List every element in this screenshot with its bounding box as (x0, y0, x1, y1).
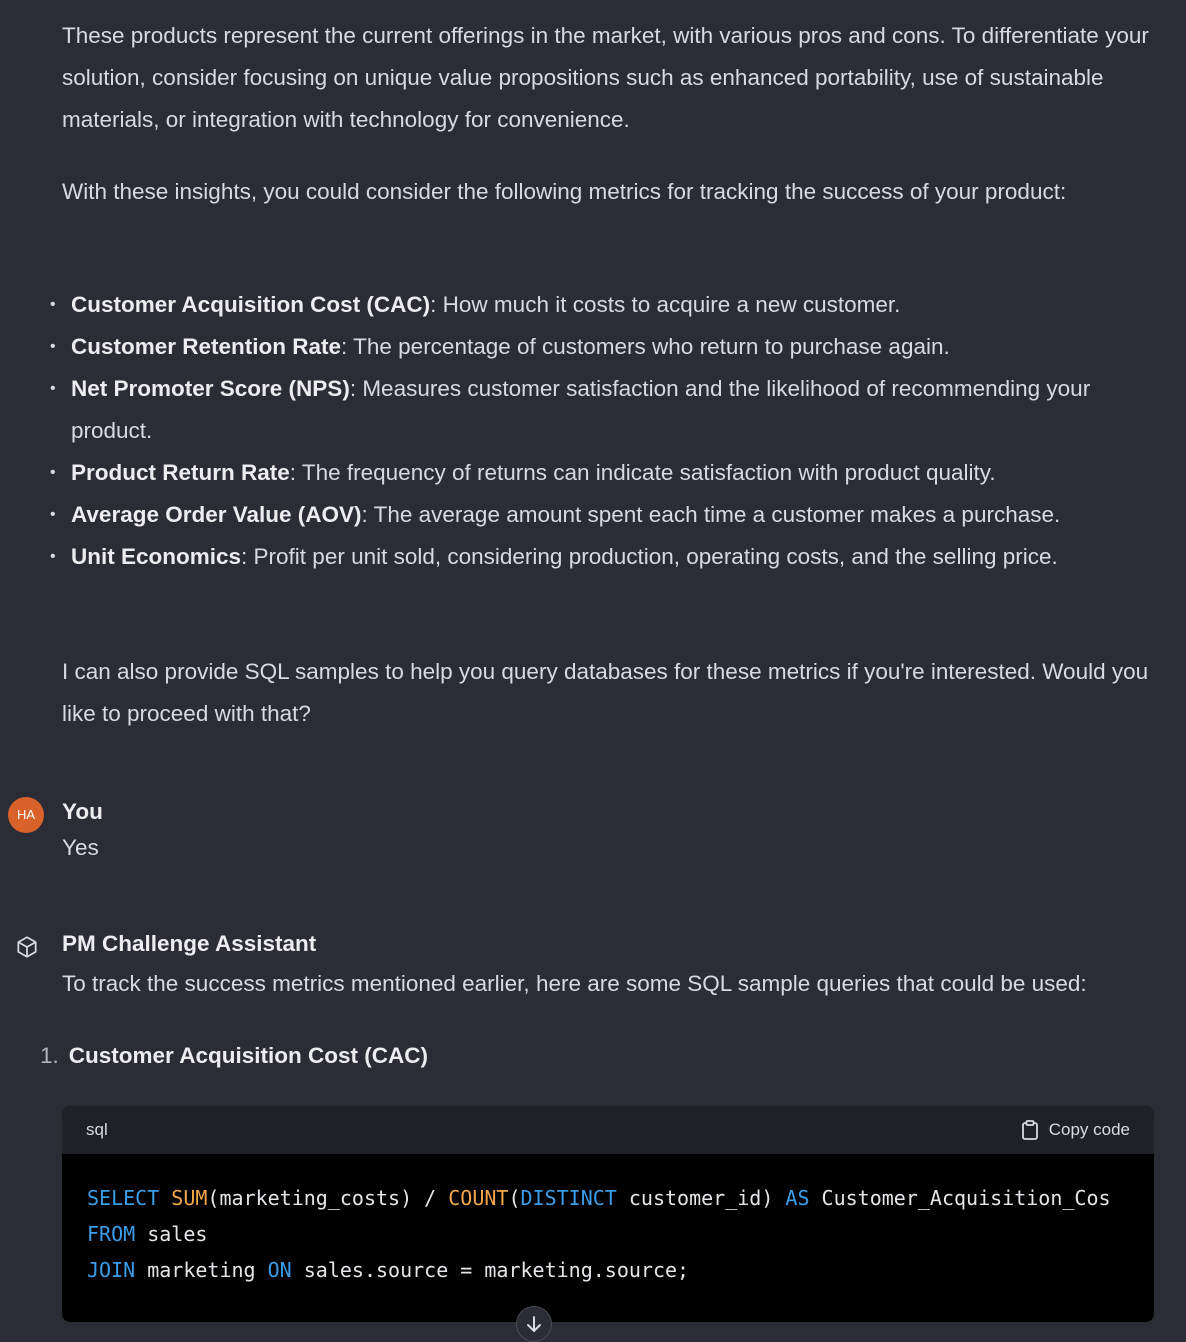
code-token: ( (508, 1186, 521, 1210)
metric-term: Customer Acquisition Cost (CAC) (71, 292, 431, 317)
metric-term: Net Promoter Score (NPS) (71, 376, 350, 401)
bullet-icon: • (50, 548, 56, 565)
arrow-down-icon (524, 1314, 544, 1334)
item-number: 1. (40, 1043, 59, 1068)
assistant-cube-icon (14, 934, 40, 960)
code-block (62, 1106, 1154, 1322)
code-token: marketing (135, 1258, 268, 1282)
code-token: JOIN (87, 1258, 136, 1282)
list-item (50, 368, 1140, 452)
assistant-paragraph: These products represent the current offerings in the market, with various pros and cons. To differentiate your solution, consider focusing on unique value propositions such as enhanced portability, use of sustainable materials, or integration with technology for convenience. (62, 23, 1149, 132)
assistant-name: PM Challenge Assistant (62, 931, 317, 956)
bullet-icon: • (50, 506, 56, 523)
bullet-icon: • (50, 296, 56, 313)
code-line (87, 1252, 1154, 1288)
code-token: ON (267, 1258, 292, 1282)
metric-desc: : The percentage of customers who return to purchase again. (341, 334, 950, 359)
code-language: sql (86, 1120, 108, 1139)
user-message-text: Yes (62, 835, 99, 860)
code-token: SUM (171, 1186, 208, 1210)
metric-desc: : Profit per unit sold, considering production, operating costs, and the selling price. (241, 544, 1058, 569)
list-item (50, 326, 1140, 368)
list-item (50, 536, 1140, 578)
list-item (50, 452, 1140, 494)
metrics-list (50, 284, 1140, 578)
assistant-intro: To track the success metrics mentioned earlier, here are some SQL sample queries that could be used: (62, 971, 1087, 996)
code-token: sales (135, 1222, 208, 1246)
numbered-item (40, 1035, 428, 1077)
code-token: DISTINCT (520, 1186, 617, 1210)
copy-code-label: Copy code (1048, 1120, 1130, 1139)
code-token: (marketing_costs) / (207, 1186, 449, 1210)
clipboard-icon (1021, 1120, 1039, 1140)
code-token: Customer_Acquisition_Cos (809, 1186, 1111, 1210)
metric-term: Product Return Rate (71, 460, 290, 485)
metric-desc: : Measures customer satisfaction and the likelihood of recommending your product. (71, 376, 1091, 443)
metric-desc: : The average amount spent each time a customer makes a purchase. (361, 502, 1061, 527)
list-item (50, 494, 1140, 536)
code-header (62, 1106, 1154, 1154)
assistant-paragraph: With these insights, you could consider the following metrics for tracking the success of your product: (62, 179, 1067, 204)
code-line (87, 1180, 1154, 1216)
copy-code-button[interactable] (1021, 1120, 1130, 1140)
code-token: SELECT (87, 1186, 160, 1210)
code-token: FROM (87, 1222, 136, 1246)
metric-term: Unit Economics (71, 544, 242, 569)
user-avatar: HA (8, 797, 44, 833)
code-token: COUNT (448, 1186, 509, 1210)
list-item (50, 284, 1140, 326)
code-line (87, 1216, 1154, 1252)
item-title: Customer Acquisition Cost (CAC) (68, 1043, 428, 1068)
bullet-icon: • (50, 464, 56, 481)
metric-desc: : The frequency of returns can indicate satisfaction with product quality. (289, 460, 996, 485)
metric-term: Customer Retention Rate (71, 334, 342, 359)
metric-desc: : How much it costs to acquire a new customer. (430, 292, 901, 317)
scroll-to-bottom-button[interactable] (516, 1306, 552, 1342)
bullet-icon: • (50, 338, 56, 355)
user-name: You (62, 799, 103, 824)
code-token: sales.source = marketing.source; (291, 1258, 690, 1282)
code-token: customer_id) (616, 1186, 786, 1210)
code-token (159, 1186, 171, 1210)
code-token: AS (785, 1186, 810, 1210)
metric-term: Average Order Value (AOV) (71, 502, 362, 527)
assistant-paragraph: I can also provide SQL samples to help you query databases for these metrics if you're interested. Would you like to proceed with that? (62, 659, 1149, 726)
bullet-icon: • (50, 380, 56, 397)
code-content (62, 1154, 1154, 1288)
